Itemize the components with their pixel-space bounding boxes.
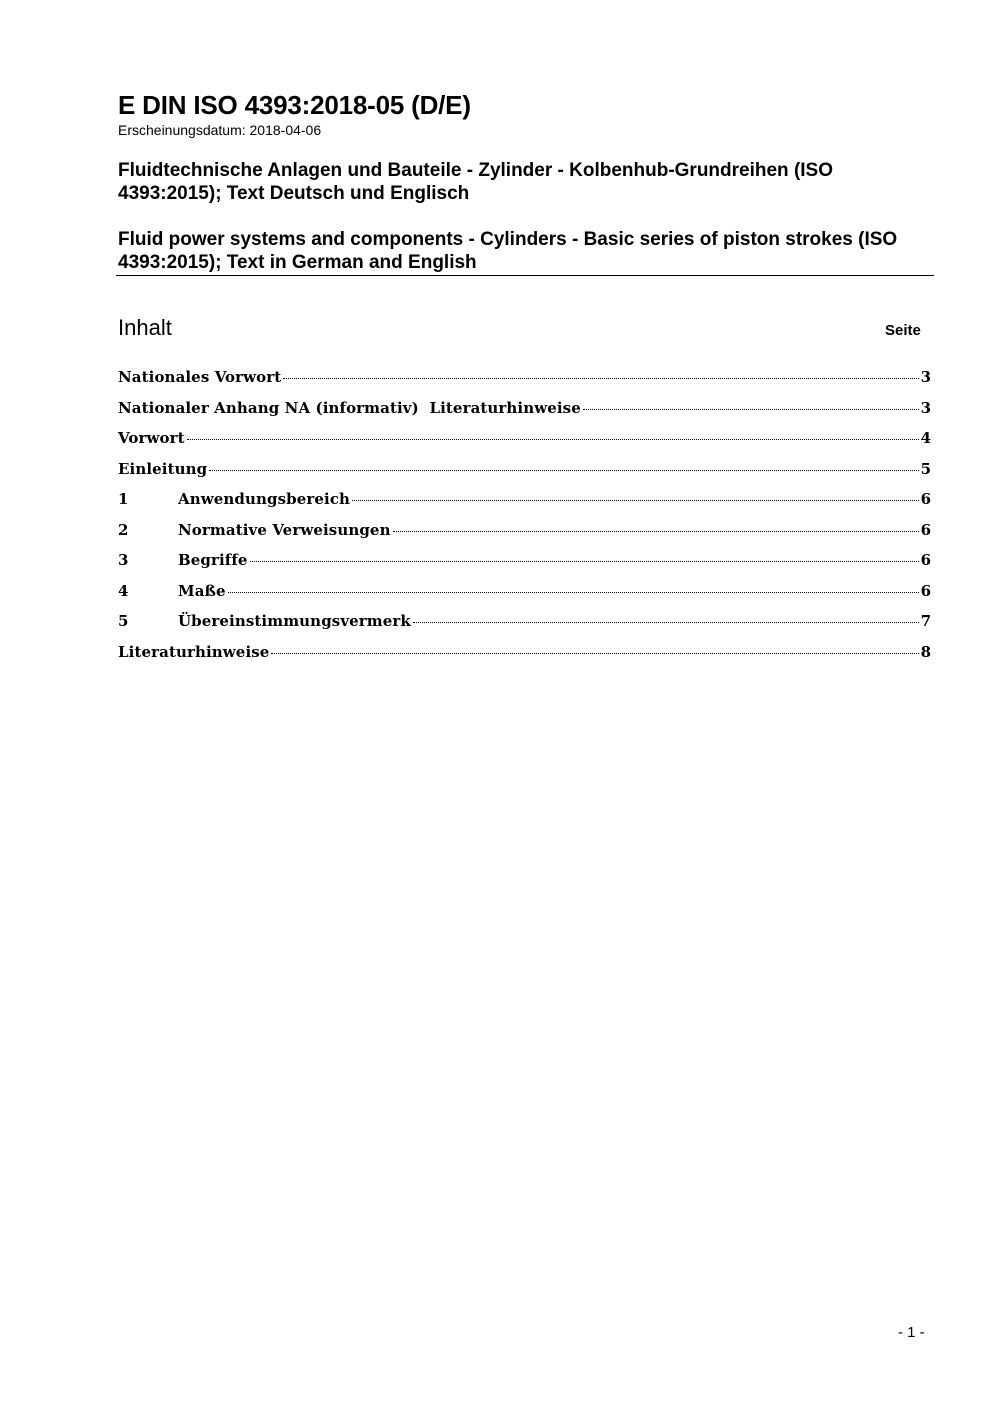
toc-entry-title: Maße xyxy=(178,581,226,600)
toc-dot-leader xyxy=(583,409,919,410)
toc-dot-leader xyxy=(393,531,919,532)
toc-entry-number: 3 xyxy=(118,551,129,569)
toc-entry-einleitung[interactable] xyxy=(118,460,931,491)
toc-entry-uebereinstimmungsvermerk[interactable] xyxy=(118,612,931,643)
toc-entry-title: Nationales Vorwort xyxy=(118,368,282,386)
document-id: E DIN ISO 4393:2018-05 (D/E) xyxy=(118,90,471,120)
toc-entry-page: 7 xyxy=(920,612,931,630)
toc-entry-page: 4 xyxy=(920,429,931,447)
toc-entry-page: 6 xyxy=(920,520,931,539)
title-english: Fluid power systems and components - Cylinders - Basic series of piston strokes (ISO 4393:2015); Text in German and English xyxy=(118,229,898,273)
page-number: - 1 - xyxy=(898,1324,925,1341)
toc-entry-page: 6 xyxy=(920,581,931,600)
toc-dot-leader xyxy=(250,561,919,562)
toc-dot-leader xyxy=(283,378,918,379)
toc-entry-nationaler-anhang[interactable] xyxy=(118,399,931,430)
title-german: Fluidtechnische Anlagen und Bauteile - Zylinder - Kolbenhub-Grundreihen (ISO 4393:2015); Text Deutsch und Englisch xyxy=(118,160,833,204)
toc-entry-number: 5 xyxy=(118,612,129,630)
toc-entry-title: Übereinstimmungsvermerk xyxy=(178,612,411,630)
toc-entry-page: 6 xyxy=(920,551,931,569)
toc-dot-leader xyxy=(352,500,919,501)
toc-heading: Inhalt xyxy=(118,315,172,340)
toc-entry-page: 8 xyxy=(920,642,931,661)
toc-entry-nationales-vorwort[interactable] xyxy=(118,368,931,399)
toc-entry-anwendungsbereich[interactable] xyxy=(118,490,931,521)
toc-entry-normative-verweisungen[interactable] xyxy=(118,521,931,552)
header-divider xyxy=(116,275,934,276)
toc-entry-title: Normative Verweisungen xyxy=(178,520,391,539)
toc-entry-begriffe[interactable] xyxy=(118,551,931,582)
toc-entry-title: Nationaler Anhang NA (informativ) Literaturhinweise xyxy=(118,398,581,417)
toc-entry-literaturhinweise[interactable] xyxy=(118,643,931,674)
toc-entry-page: 6 xyxy=(920,490,931,508)
toc-entry-page: 3 xyxy=(920,368,931,386)
toc-entry-title: Begriffe xyxy=(178,551,248,569)
toc-entry-title: Einleitung xyxy=(118,459,208,478)
toc-entry-title: Vorwort xyxy=(118,429,185,447)
toc-entry-number: 4 xyxy=(118,581,129,600)
toc-entry-page: 3 xyxy=(920,398,931,417)
toc-entry-title: Literaturhinweise xyxy=(118,642,270,661)
toc-entry-page: 5 xyxy=(920,459,931,478)
toc-dot-leader xyxy=(413,622,919,623)
toc-dot-leader xyxy=(209,470,918,471)
toc-entry-masse[interactable] xyxy=(118,582,931,613)
toc-page-column-label: Seite xyxy=(885,322,921,339)
toc-entry-number: 1 xyxy=(118,490,129,508)
table-of-contents xyxy=(118,368,931,673)
toc-entry-title: Anwendungsbereich xyxy=(178,490,351,508)
toc-entry-number: 2 xyxy=(118,520,129,539)
publication-date: Erscheinungsdatum: 2018-04-06 xyxy=(118,122,322,138)
toc-dot-leader xyxy=(187,439,919,440)
toc-dot-leader xyxy=(228,592,919,593)
toc-entry-vorwort[interactable] xyxy=(118,429,931,460)
toc-dot-leader xyxy=(271,653,918,654)
